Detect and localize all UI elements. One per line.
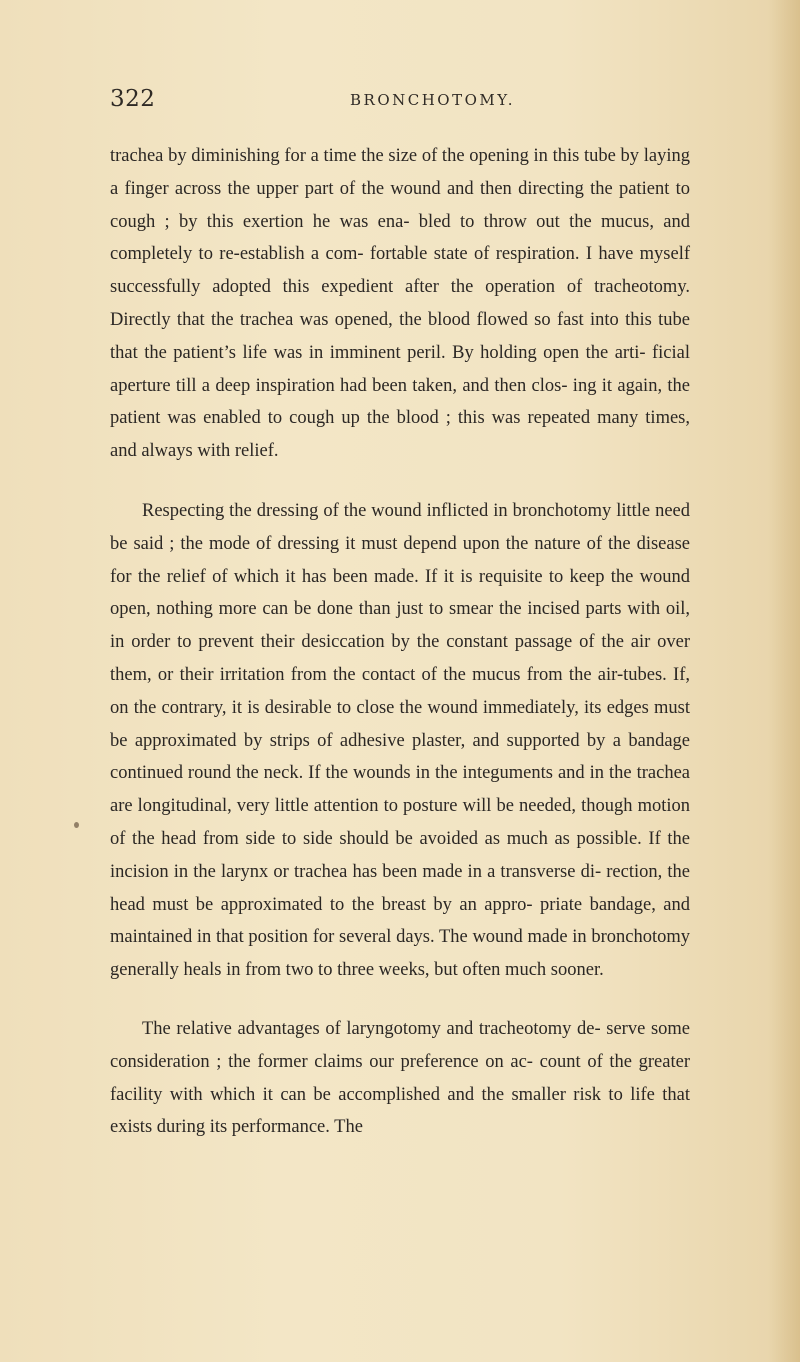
paragraph-2: Respecting the dressing of the wound inflicted in bronchotomy little need be said ; the mode of dressing it must depend upon the nature of the disease for the relief of which it has been made. If it is requisite to keep the wound open, nothing more can be done than just to smear the incised parts with oil, in order to prevent their desiccation by the constant passage of the air over them, or their irritation from the contact of the mucus from the air-tubes. If, on the contrary, it is desirable to close the wound immediately, its edges must be approximated by strips of adhesive plaster, and supported by a bandage continued round the neck. If the wounds in the integuments and in the trachea are longitudinal, very little attention to posture will be needed, though motion of the head from side to side should be avoided as much as possible. If the incision in the larynx or trachea has been made in a transverse di- rection, the head must be approximated to the breast by an appro- priate bandage, and maintained in that position for several days. The wound made in bronchotomy generally heals in from two to three weeks, but often much sooner. (110, 500, 690, 981)
body-text (110, 140, 690, 1144)
running-head: BRONCHOTOMY. (350, 91, 515, 109)
paragraph-3: The relative advantages of laryngotomy and tracheotomy de- serve some consideration ; the former claims our preference on ac- count of the greater facility with which it can be accomplished and the smaller risk to life that exists during its performance. The (110, 1018, 690, 1138)
page-header (110, 86, 690, 116)
paragraph-1: trachea by diminishing for a time the size of the opening in this tube by laying a finger across the upper part of the wound and then directing the patient to cough ; by this exertion he was ena- bled to throw out the mucus, and completely to re-establish a com- fortable state of respiration. I have myself successfully adopted this expedient after the operation of tracheotomy. Directly that the trachea was opened, the blood flowed so fast into this tube that the patient’s life was in imminent peril. By holding open the arti- ficial aperture till a deep inspiration had been taken, and then clos- ing it again, the patient was enabled to cough up the blood ; this was repeated many times, and always with relief. (110, 146, 690, 462)
ink-spot (74, 822, 79, 828)
page-number: 322 (110, 86, 156, 112)
